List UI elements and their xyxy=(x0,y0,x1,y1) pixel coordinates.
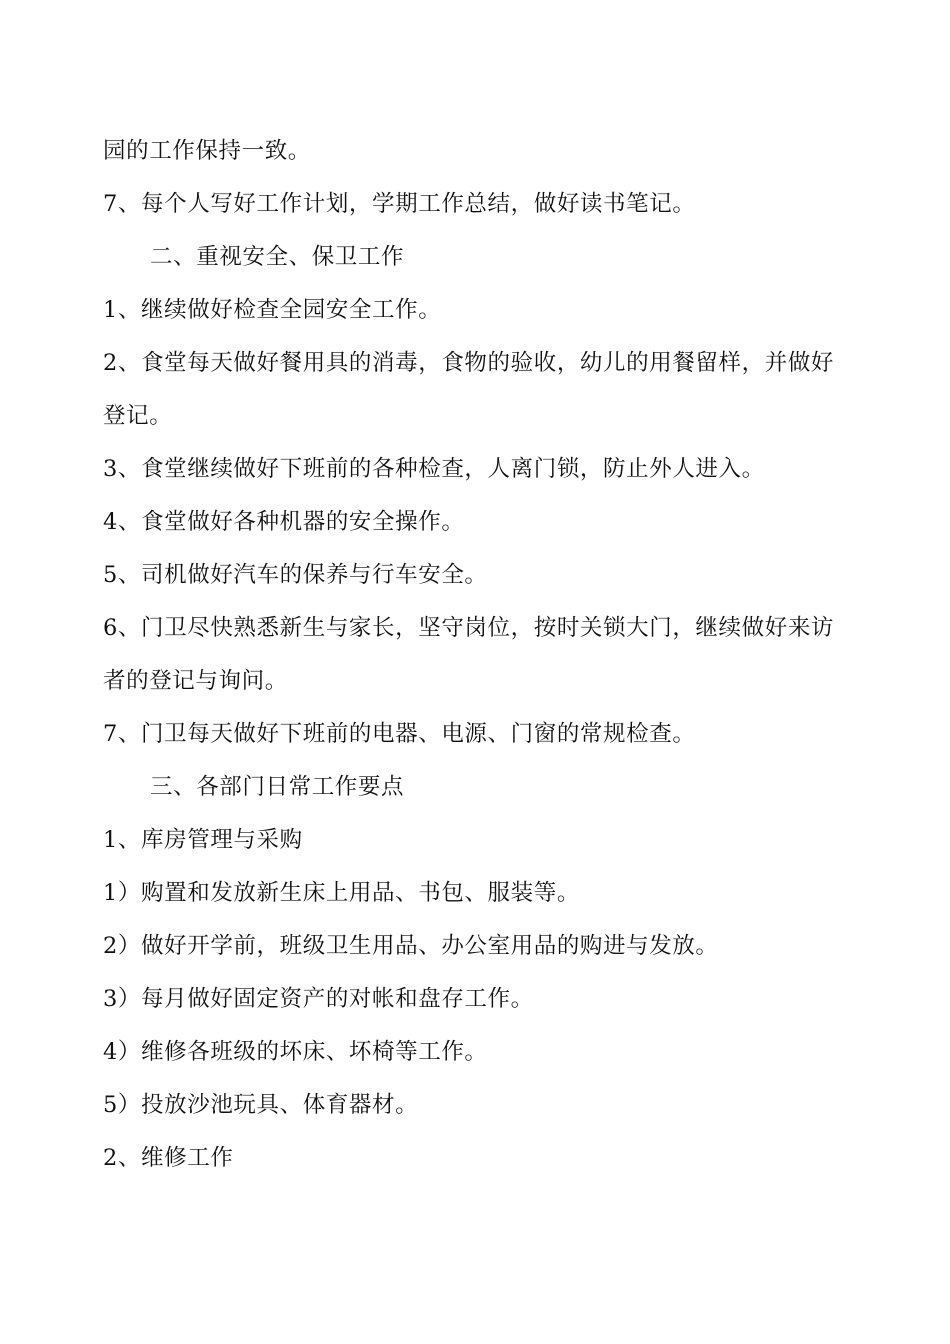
section-heading: 二、重视安全、保卫工作 xyxy=(150,244,405,270)
text-line: 2）做好开学前，班级卫生用品、办公室用品的购进与发放。 xyxy=(103,933,719,959)
text-line: 5、司机做好汽车的保养与行车安全。 xyxy=(103,562,488,588)
text-line: 3）每月做好固定资产的对帐和盘存工作。 xyxy=(103,986,534,1012)
text-line: 5）投放沙池玩具、体育器材。 xyxy=(103,1092,419,1118)
section-heading: 三、各部门日常工作要点 xyxy=(150,774,405,800)
text-line: 1、继续做好检查全园安全工作。 xyxy=(103,297,442,323)
text-line: 登记。 xyxy=(103,403,173,429)
text-line: 园的工作保持一致。 xyxy=(103,138,311,164)
text-line: 1）购置和发放新生床上用品、书包、服装等。 xyxy=(103,880,580,906)
text-line: 1、库房管理与采购 xyxy=(103,827,303,853)
text-line: 2、维修工作 xyxy=(103,1145,234,1171)
text-line: 者的登记与询问。 xyxy=(103,668,288,694)
text-line: 7、门卫每天做好下班前的电器、电源、门窗的常规检查。 xyxy=(103,721,696,747)
text-line: 4、食堂做好各种机器的安全操作。 xyxy=(103,509,465,535)
text-line: 7、每个人写好工作计划，学期工作总结，做好读书笔记。 xyxy=(103,191,696,217)
text-line: 2、食堂每天做好餐用具的消毒，食物的验收，幼儿的用餐留样，并做好 xyxy=(103,350,835,376)
text-line: 3、食堂继续做好下班前的各种检查，人离门锁，防止外人进入。 xyxy=(103,456,765,482)
text-line: 6、门卫尽快熟悉新生与家长，坚守岗位，按时关锁大门，继续做好来访 xyxy=(103,615,835,641)
text-line: 4）维修各班级的坏床、坏椅等工作。 xyxy=(103,1039,488,1065)
